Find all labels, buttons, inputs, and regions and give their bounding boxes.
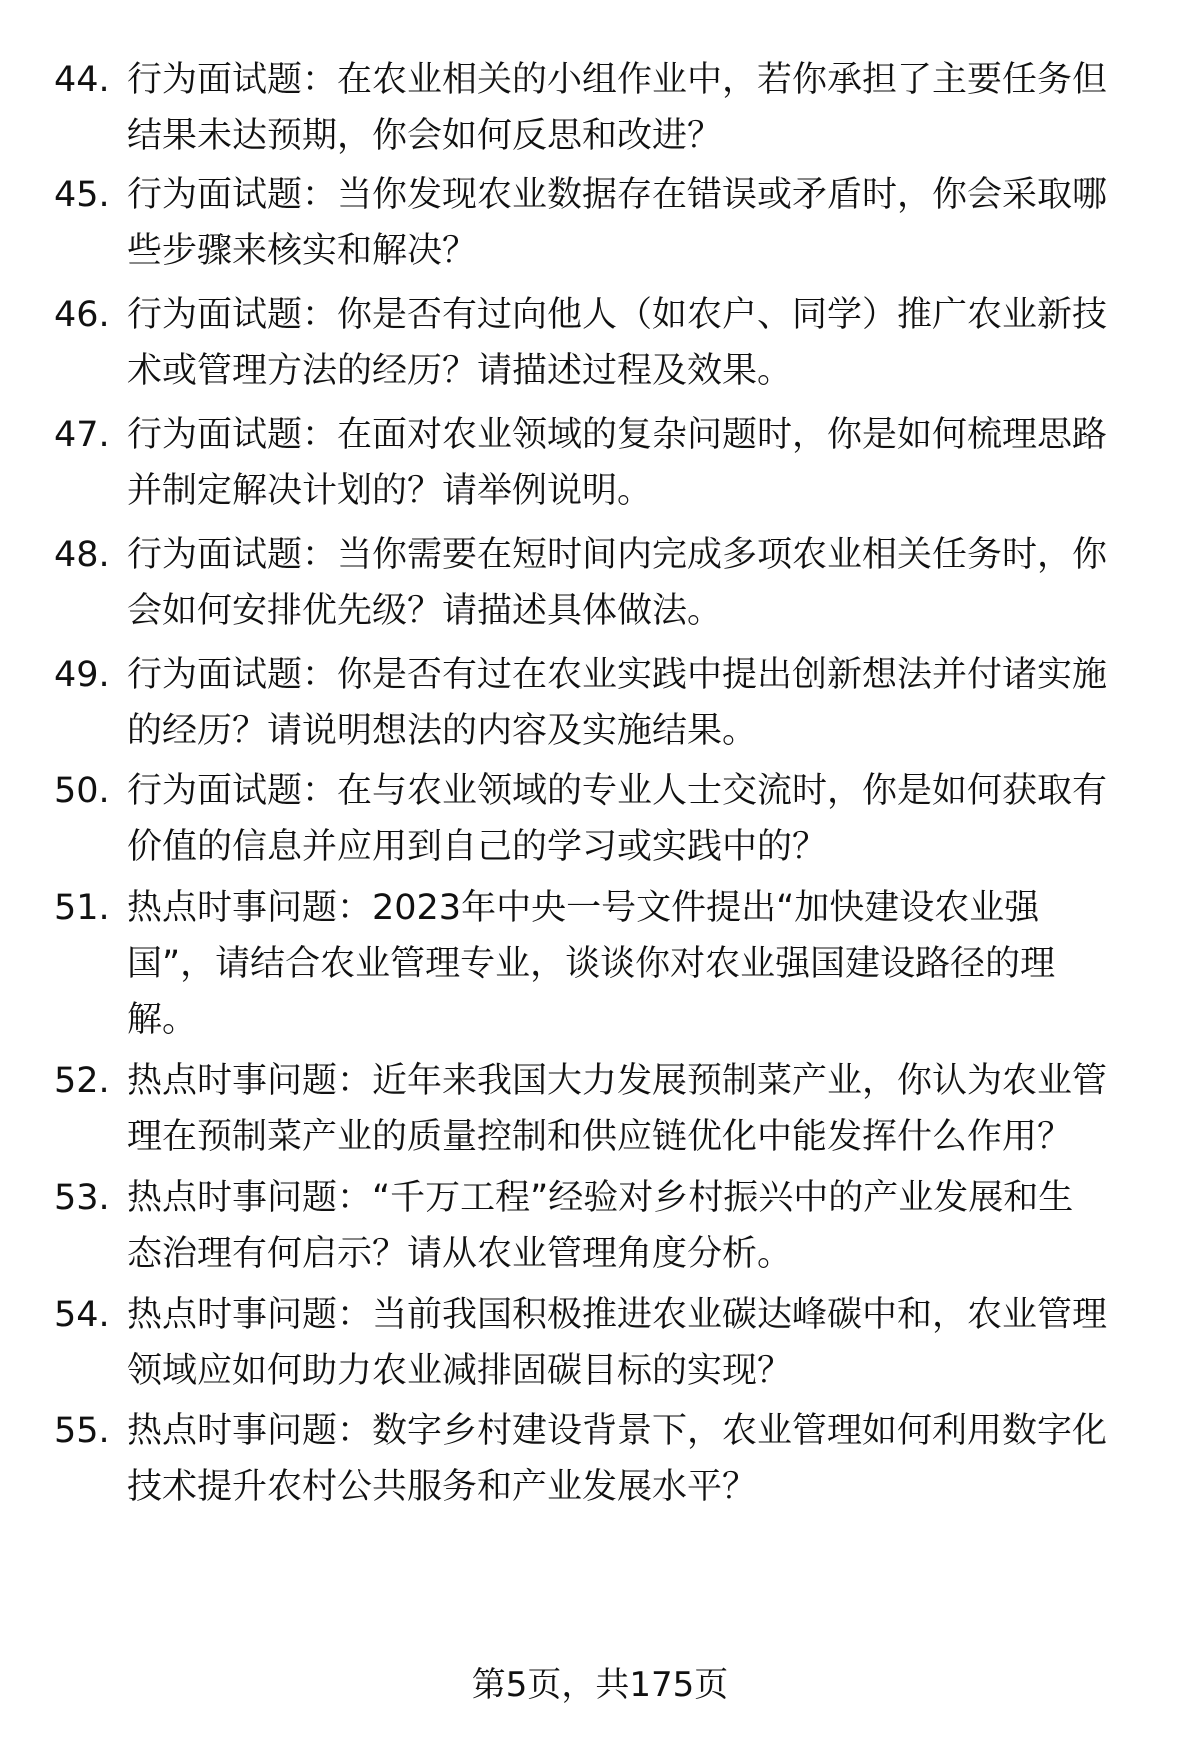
question-line: 行为面试题：当你发现农业数据存在错误或矛盾时，你会采取哪 bbox=[127, 175, 1108, 215]
question-line: 国”，请结合农业管理专业，谈谈你对农业强国建设路径的理 bbox=[127, 944, 1056, 984]
question-text bbox=[127, 647, 1142, 759]
question-line: 结果未达预期，你会如何反思和改进？ bbox=[127, 116, 723, 156]
question-line: 解。 bbox=[127, 1000, 198, 1040]
question-line: 领域应如何助力农业减排固碳目标的实现？ bbox=[127, 1351, 793, 1391]
question-text bbox=[127, 880, 1142, 1048]
question-text bbox=[127, 1053, 1142, 1165]
question-line: 热点时事问题：近年来我国大力发展预制菜产业，你认为农业管 bbox=[127, 1061, 1108, 1101]
page-footer: 第5页，共175页 bbox=[471, 1665, 729, 1705]
question-number: 49. bbox=[54, 655, 110, 695]
question-text bbox=[127, 763, 1142, 875]
question-number: 54. bbox=[54, 1295, 110, 1335]
question-text bbox=[127, 167, 1142, 279]
question-line: 术或管理方法的经历？请描述过程及效果。 bbox=[127, 351, 793, 391]
question-line: 的经历？请说明想法的内容及实施结果。 bbox=[127, 711, 758, 751]
question-text bbox=[127, 527, 1142, 639]
question-line: 行为面试题：你是否有过在农业实践中提出创新想法并付诸实施 bbox=[127, 655, 1108, 695]
question-line: 行为面试题：在农业相关的小组作业中，若你承担了主要任务但 bbox=[127, 60, 1108, 100]
question-number: 47. bbox=[54, 415, 110, 455]
question-line: 些步骤来核实和解决？ bbox=[127, 231, 478, 271]
question-text bbox=[127, 52, 1142, 164]
question-text bbox=[127, 287, 1142, 399]
question-text bbox=[127, 407, 1142, 519]
question-number: 45. bbox=[54, 175, 110, 215]
question-line: 行为面试题：当你需要在短时间内完成多项农业相关任务时，你 bbox=[127, 535, 1108, 575]
question-number: 53. bbox=[54, 1178, 110, 1218]
question-line: 热点时事问题：数字乡村建设背景下，农业管理如何利用数字化 bbox=[127, 1411, 1108, 1451]
question-line: 行为面试题：在与农业领域的专业人士交流时，你是如何获取有 bbox=[127, 771, 1108, 811]
question-number: 48. bbox=[54, 535, 110, 575]
question-text bbox=[127, 1403, 1142, 1515]
question-line: 并制定解决计划的？请举例说明。 bbox=[127, 471, 653, 511]
question-number: 55. bbox=[54, 1411, 110, 1451]
question-line: 技术提升农村公共服务和产业发展水平？ bbox=[127, 1467, 758, 1507]
question-number: 52. bbox=[54, 1061, 110, 1101]
question-line: 态治理有何启示？请从农业管理角度分析。 bbox=[127, 1234, 793, 1274]
question-line: 行为面试题：你是否有过向他人（如农户、同学）推广农业新技 bbox=[127, 295, 1108, 335]
question-text bbox=[127, 1287, 1142, 1399]
question-line: 热点时事问题：当前我国积极推进农业碳达峰碳中和，农业管理 bbox=[127, 1295, 1108, 1335]
question-line: 价值的信息并应用到自己的学习或实践中的？ bbox=[127, 827, 828, 867]
question-text bbox=[127, 1170, 1142, 1282]
question-line: 会如何安排优先级？请描述具体做法。 bbox=[127, 591, 723, 631]
question-line: 热点时事问题：2023年中央一号文件提出“加快建设农业强 bbox=[127, 888, 1040, 928]
question-number: 50. bbox=[54, 771, 110, 811]
question-number: 46. bbox=[54, 295, 110, 335]
question-line: 行为面试题：在面对农业领域的复杂问题时，你是如何梳理思路 bbox=[127, 415, 1108, 455]
question-line: 理在预制菜产业的质量控制和供应链优化中能发挥什么作用？ bbox=[127, 1117, 1073, 1157]
question-number: 51. bbox=[54, 888, 110, 928]
question-number: 44. bbox=[54, 60, 110, 100]
question-line: 热点时事问题：“千万工程”经验对乡村振兴中的产业发展和生 bbox=[127, 1178, 1074, 1218]
